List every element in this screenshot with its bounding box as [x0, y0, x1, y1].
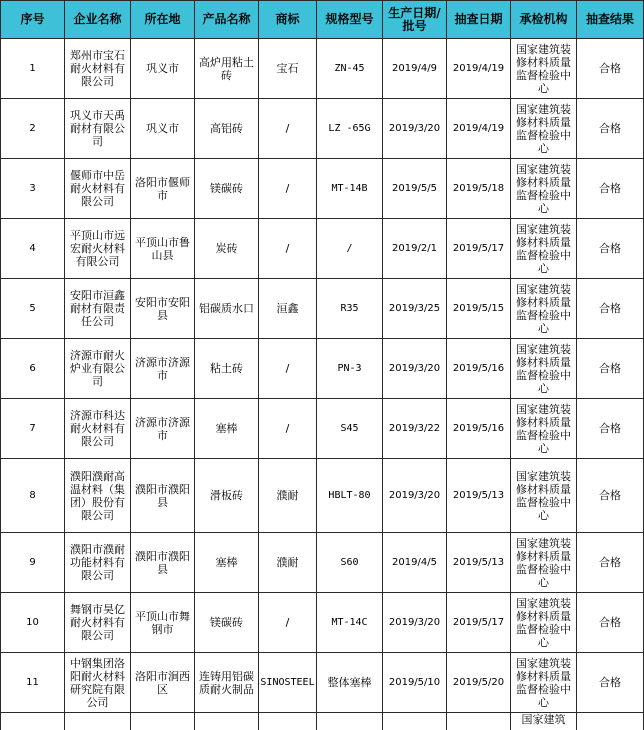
cell-check-date[interactable]: 2019/4/19 — [447, 39, 511, 99]
cell-result[interactable]: 合格 — [577, 219, 644, 279]
cell-result[interactable] — [577, 713, 644, 730]
cell-brand[interactable]: / — [259, 339, 317, 399]
cell-model[interactable]: HBLT-80 — [317, 459, 383, 533]
cell-brand[interactable]: / — [259, 99, 317, 159]
cell-no[interactable]: 9 — [1, 533, 65, 593]
cell-result[interactable]: 合格 — [577, 593, 644, 653]
cell-location[interactable]: 洛阳市涧西区 — [131, 653, 195, 713]
cell-product[interactable]: 塞棒 — [195, 399, 259, 459]
cell-model[interactable]: LZ -65G — [317, 99, 383, 159]
cell-model[interactable]: R35 — [317, 279, 383, 339]
cell-brand[interactable]: / — [259, 593, 317, 653]
cell-agency[interactable]: 国家建筑装修材料质量监督检验中心 — [511, 459, 577, 533]
cell-company[interactable]: 濮阳濮耐高温材料（集团）股份有限公司 — [65, 459, 131, 533]
cell-check-date[interactable]: 2019/5/16 — [447, 339, 511, 399]
cell-company[interactable] — [65, 713, 131, 730]
cell-location[interactable]: 平顶山市鲁山县 — [131, 219, 195, 279]
cell-no[interactable] — [1, 713, 65, 730]
cell-company[interactable]: 舞钢市昊亿耐火材料有限公司 — [65, 593, 131, 653]
cell-model[interactable] — [317, 713, 383, 730]
header-check-date[interactable]: 抽查日期 — [447, 1, 511, 39]
cell-model[interactable]: MT-14B — [317, 159, 383, 219]
cell-result[interactable]: 合格 — [577, 99, 644, 159]
cell-agency[interactable]: 国家建筑装修材料质量监督检验中心 — [511, 99, 577, 159]
cell-brand[interactable]: 洹鑫 — [259, 279, 317, 339]
cell-model[interactable]: 整体塞棒 — [317, 653, 383, 713]
cell-brand[interactable]: / — [259, 399, 317, 459]
header-no[interactable]: 序号 — [1, 1, 65, 39]
cell-agency[interactable]: 国家建筑 — [511, 713, 577, 730]
table-row — [1, 459, 644, 533]
header-prod-date[interactable]: 生产日期/批号 — [383, 1, 447, 39]
table-row — [1, 219, 644, 279]
cell-check-date[interactable]: 2019/5/18 — [447, 159, 511, 219]
cell-no[interactable]: 2 — [1, 99, 65, 159]
header-product[interactable]: 产品名称 — [195, 1, 259, 39]
cell-agency[interactable]: 国家建筑装修材料质量监督检验中心 — [511, 159, 577, 219]
cell-no[interactable]: 10 — [1, 593, 65, 653]
cell-product[interactable]: 铝碳质水口 — [195, 279, 259, 339]
cell-company[interactable]: 濮阳市濮耐功能材料有限公司 — [65, 533, 131, 593]
cell-agency[interactable]: 国家建筑装修材料质量监督检验中心 — [511, 593, 577, 653]
cell-location[interactable]: 巩义市 — [131, 99, 195, 159]
cell-prod-date[interactable] — [383, 713, 447, 730]
cell-brand[interactable]: 濮耐 — [259, 533, 317, 593]
cell-agency[interactable]: 国家建筑装修材料质量监督检验中心 — [511, 219, 577, 279]
header-brand[interactable]: 商标 — [259, 1, 317, 39]
table-row — [1, 39, 644, 99]
cell-no[interactable]: 8 — [1, 459, 65, 533]
cell-product[interactable]: 塞棒 — [195, 533, 259, 593]
cell-check-date[interactable]: 2019/5/16 — [447, 399, 511, 459]
cell-product[interactable]: 高铝砖 — [195, 99, 259, 159]
cell-check-date[interactable]: 2019/5/13 — [447, 533, 511, 593]
header-result[interactable]: 抽查结果 — [577, 1, 644, 39]
cell-company[interactable]: 中钢集团洛阳耐火材料研究院有限公司 — [65, 653, 131, 713]
cell-agency[interactable]: 国家建筑装修材料质量监督检验中心 — [511, 533, 577, 593]
cell-brand[interactable]: 宝石 — [259, 39, 317, 99]
cell-model[interactable]: S60 — [317, 533, 383, 593]
header-row — [1, 1, 644, 39]
cell-company[interactable]: 巩义市天禹耐材有限公司 — [65, 99, 131, 159]
cell-brand[interactable] — [259, 713, 317, 730]
cell-no[interactable]: 7 — [1, 399, 65, 459]
table-row — [1, 339, 644, 399]
cell-location[interactable]: 济源市济源市 — [131, 339, 195, 399]
cell-prod-date[interactable]: 2019/3/20 — [383, 593, 447, 653]
cell-location[interactable]: 平顶山市舞钢市 — [131, 593, 195, 653]
cell-company[interactable]: 济源市耐火炉业有限公司 — [65, 339, 131, 399]
cell-brand[interactable]: / — [259, 219, 317, 279]
table-row — [1, 533, 644, 593]
cell-location[interactable]: 巩义市 — [131, 39, 195, 99]
cell-agency[interactable]: 国家建筑装修材料质量监督检验中心 — [511, 339, 577, 399]
cell-product[interactable] — [195, 713, 259, 730]
header-model[interactable]: 规格型号 — [317, 1, 383, 39]
cell-agency[interactable]: 国家建筑装修材料质量监督检验中心 — [511, 279, 577, 339]
cell-product[interactable]: 滑板砖 — [195, 459, 259, 533]
cell-result[interactable]: 合格 — [577, 399, 644, 459]
cell-company[interactable]: 平顶山市远宏耐火材料有限公司 — [65, 219, 131, 279]
table-row — [1, 399, 644, 459]
cell-no[interactable]: 1 — [1, 39, 65, 99]
table-row — [1, 279, 644, 339]
cell-location[interactable] — [131, 713, 195, 730]
cell-model[interactable]: ZN-45 — [317, 39, 383, 99]
cell-prod-date[interactable]: 2019/3/22 — [383, 399, 447, 459]
cell-no[interactable]: 3 — [1, 159, 65, 219]
header-agency[interactable]: 承检机构 — [511, 1, 577, 39]
cell-product[interactable]: 高炉用粘土砖 — [195, 39, 259, 99]
cell-check-date[interactable]: 2019/5/17 — [447, 219, 511, 279]
cell-prod-date[interactable]: 2019/4/5 — [383, 533, 447, 593]
cell-result[interactable]: 合格 — [577, 39, 644, 99]
cell-result[interactable]: 合格 — [577, 653, 644, 713]
cell-company[interactable]: 偃师市中岳耐火材料有限公司 — [65, 159, 131, 219]
cell-company[interactable]: 郑州市宝石耐火材料有限公司 — [65, 39, 131, 99]
table-row — [1, 99, 644, 159]
cell-prod-date[interactable]: 2019/5/10 — [383, 653, 447, 713]
cell-product[interactable]: 镁碳砖 — [195, 159, 259, 219]
cell-agency[interactable]: 国家建筑装修材料质量监督检验中心 — [511, 653, 577, 713]
cell-check-date[interactable]: 2019/4/19 — [447, 99, 511, 159]
cell-product[interactable]: 炭砖 — [195, 219, 259, 279]
cell-check-date[interactable]: 2019/5/17 — [447, 593, 511, 653]
cell-brand[interactable]: SINOSTEEL — [259, 653, 317, 713]
cell-result[interactable]: 合格 — [577, 533, 644, 593]
cell-company[interactable]: 安阳市洹鑫耐材有限责任公司 — [65, 279, 131, 339]
cell-prod-date[interactable]: 2019/3/25 — [383, 279, 447, 339]
cell-no[interactable]: 4 — [1, 219, 65, 279]
cell-product[interactable]: 粘土砖 — [195, 339, 259, 399]
table-row — [1, 713, 644, 730]
cell-prod-date[interactable]: 2019/5/5 — [383, 159, 447, 219]
cell-brand[interactable]: / — [259, 159, 317, 219]
cell-agency[interactable]: 国家建筑装修材料质量监督检验中心 — [511, 399, 577, 459]
cell-prod-date[interactable]: 2019/3/20 — [383, 339, 447, 399]
cell-check-date[interactable]: 2019/5/20 — [447, 653, 511, 713]
cell-model[interactable]: S45 — [317, 399, 383, 459]
cell-check-date[interactable]: 2019/5/15 — [447, 279, 511, 339]
header-company[interactable]: 企业名称 — [65, 1, 131, 39]
table-row — [1, 159, 644, 219]
table-row — [1, 593, 644, 653]
cell-check-date[interactable] — [447, 713, 511, 730]
cell-model[interactable]: MT-14C — [317, 593, 383, 653]
cell-location[interactable]: 濮阳市濮阳县 — [131, 459, 195, 533]
cell-no[interactable]: 5 — [1, 279, 65, 339]
cell-model[interactable]: PN-3 — [317, 339, 383, 399]
cell-location[interactable]: 濮阳市濮阳县 — [131, 533, 195, 593]
cell-result[interactable]: 合格 — [577, 279, 644, 339]
cell-prod-date[interactable]: 2019/4/9 — [383, 39, 447, 99]
cell-location[interactable]: 洛阳市偃师市 — [131, 159, 195, 219]
cell-agency[interactable]: 国家建筑装修材料质量监督检验中心 — [511, 39, 577, 99]
cell-result[interactable]: 合格 — [577, 159, 644, 219]
cell-company[interactable]: 济源市科达耐火材料有限公司 — [65, 399, 131, 459]
cell-prod-date[interactable]: 2019/3/20 — [383, 459, 447, 533]
cell-model[interactable]: / — [317, 219, 383, 279]
cell-no[interactable]: 6 — [1, 339, 65, 399]
cell-no[interactable]: 11 — [1, 653, 65, 713]
cell-product[interactable]: 镁碳砖 — [195, 593, 259, 653]
cell-check-date[interactable]: 2019/5/13 — [447, 459, 511, 533]
cell-prod-date[interactable]: 2019/3/20 — [383, 99, 447, 159]
cell-result[interactable]: 合格 — [577, 459, 644, 533]
cell-brand[interactable]: 濮耐 — [259, 459, 317, 533]
cell-result[interactable]: 合格 — [577, 339, 644, 399]
cell-location[interactable]: 安阳市安阳县 — [131, 279, 195, 339]
cell-location[interactable]: 济源市济源市 — [131, 399, 195, 459]
cell-product[interactable]: 连铸用铝碳质耐火制品 — [195, 653, 259, 713]
cell-prod-date[interactable]: 2019/2/1 — [383, 219, 447, 279]
table-row — [1, 653, 644, 713]
header-location[interactable]: 所在地 — [131, 1, 195, 39]
